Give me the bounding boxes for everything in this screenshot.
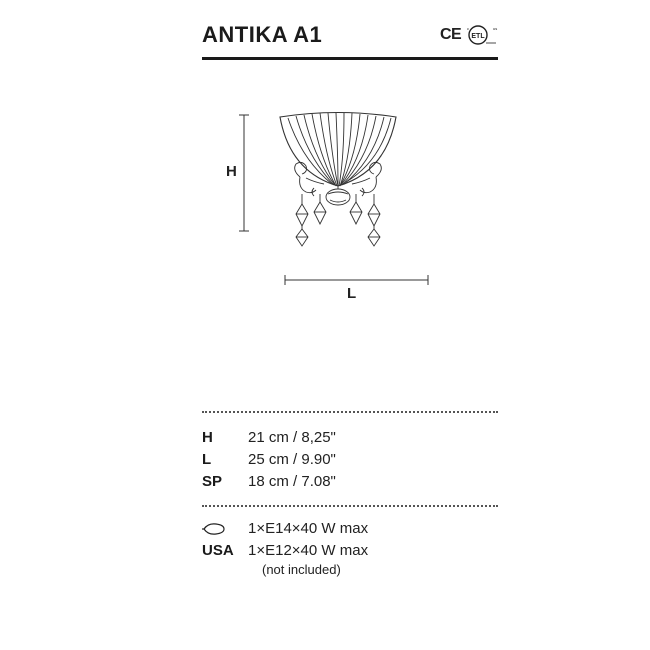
lamp-key-usa: USA bbox=[202, 542, 234, 559]
length-dimension-label: L bbox=[347, 285, 357, 302]
dimension-value: 25 cm / 9.90" bbox=[248, 451, 336, 468]
etl-certification-icon bbox=[465, 22, 499, 48]
svg-text:c: c bbox=[467, 26, 469, 31]
dimension-key: H bbox=[202, 429, 213, 446]
etl-mark-text: ETL bbox=[471, 33, 485, 40]
lamp-specs bbox=[202, 518, 498, 578]
lamp-value-eu: 1×E14×40 W max bbox=[248, 520, 369, 537]
title-divider bbox=[202, 57, 498, 60]
bulb-icon bbox=[202, 522, 226, 536]
dimension-key: SP bbox=[202, 473, 223, 490]
ce-mark: CE bbox=[440, 26, 462, 43]
specs-divider-top bbox=[202, 411, 498, 413]
lamp-row-usa bbox=[202, 540, 498, 562]
product-title: ANTIKA A1 bbox=[202, 22, 323, 47]
lamp-value-usa: 1×E12×40 W max bbox=[248, 542, 369, 559]
dimension-row-projection bbox=[202, 471, 498, 493]
height-dimension-label: H bbox=[226, 163, 237, 180]
dimension-key: L bbox=[202, 451, 212, 468]
lamp-technical-drawing bbox=[220, 100, 440, 310]
dimension-row-height bbox=[202, 427, 498, 449]
specs-divider-bottom bbox=[202, 505, 498, 507]
dimension-row-length bbox=[202, 449, 498, 471]
bulb-not-included-note: (not included) bbox=[262, 562, 341, 577]
svg-text:us: us bbox=[493, 26, 498, 31]
dimension-value: 21 cm / 8,25" bbox=[248, 429, 336, 446]
lamp-row-eu bbox=[202, 518, 498, 540]
dimension-value: 18 cm / 7.08" bbox=[248, 473, 336, 490]
dimensions-list bbox=[202, 427, 498, 493]
